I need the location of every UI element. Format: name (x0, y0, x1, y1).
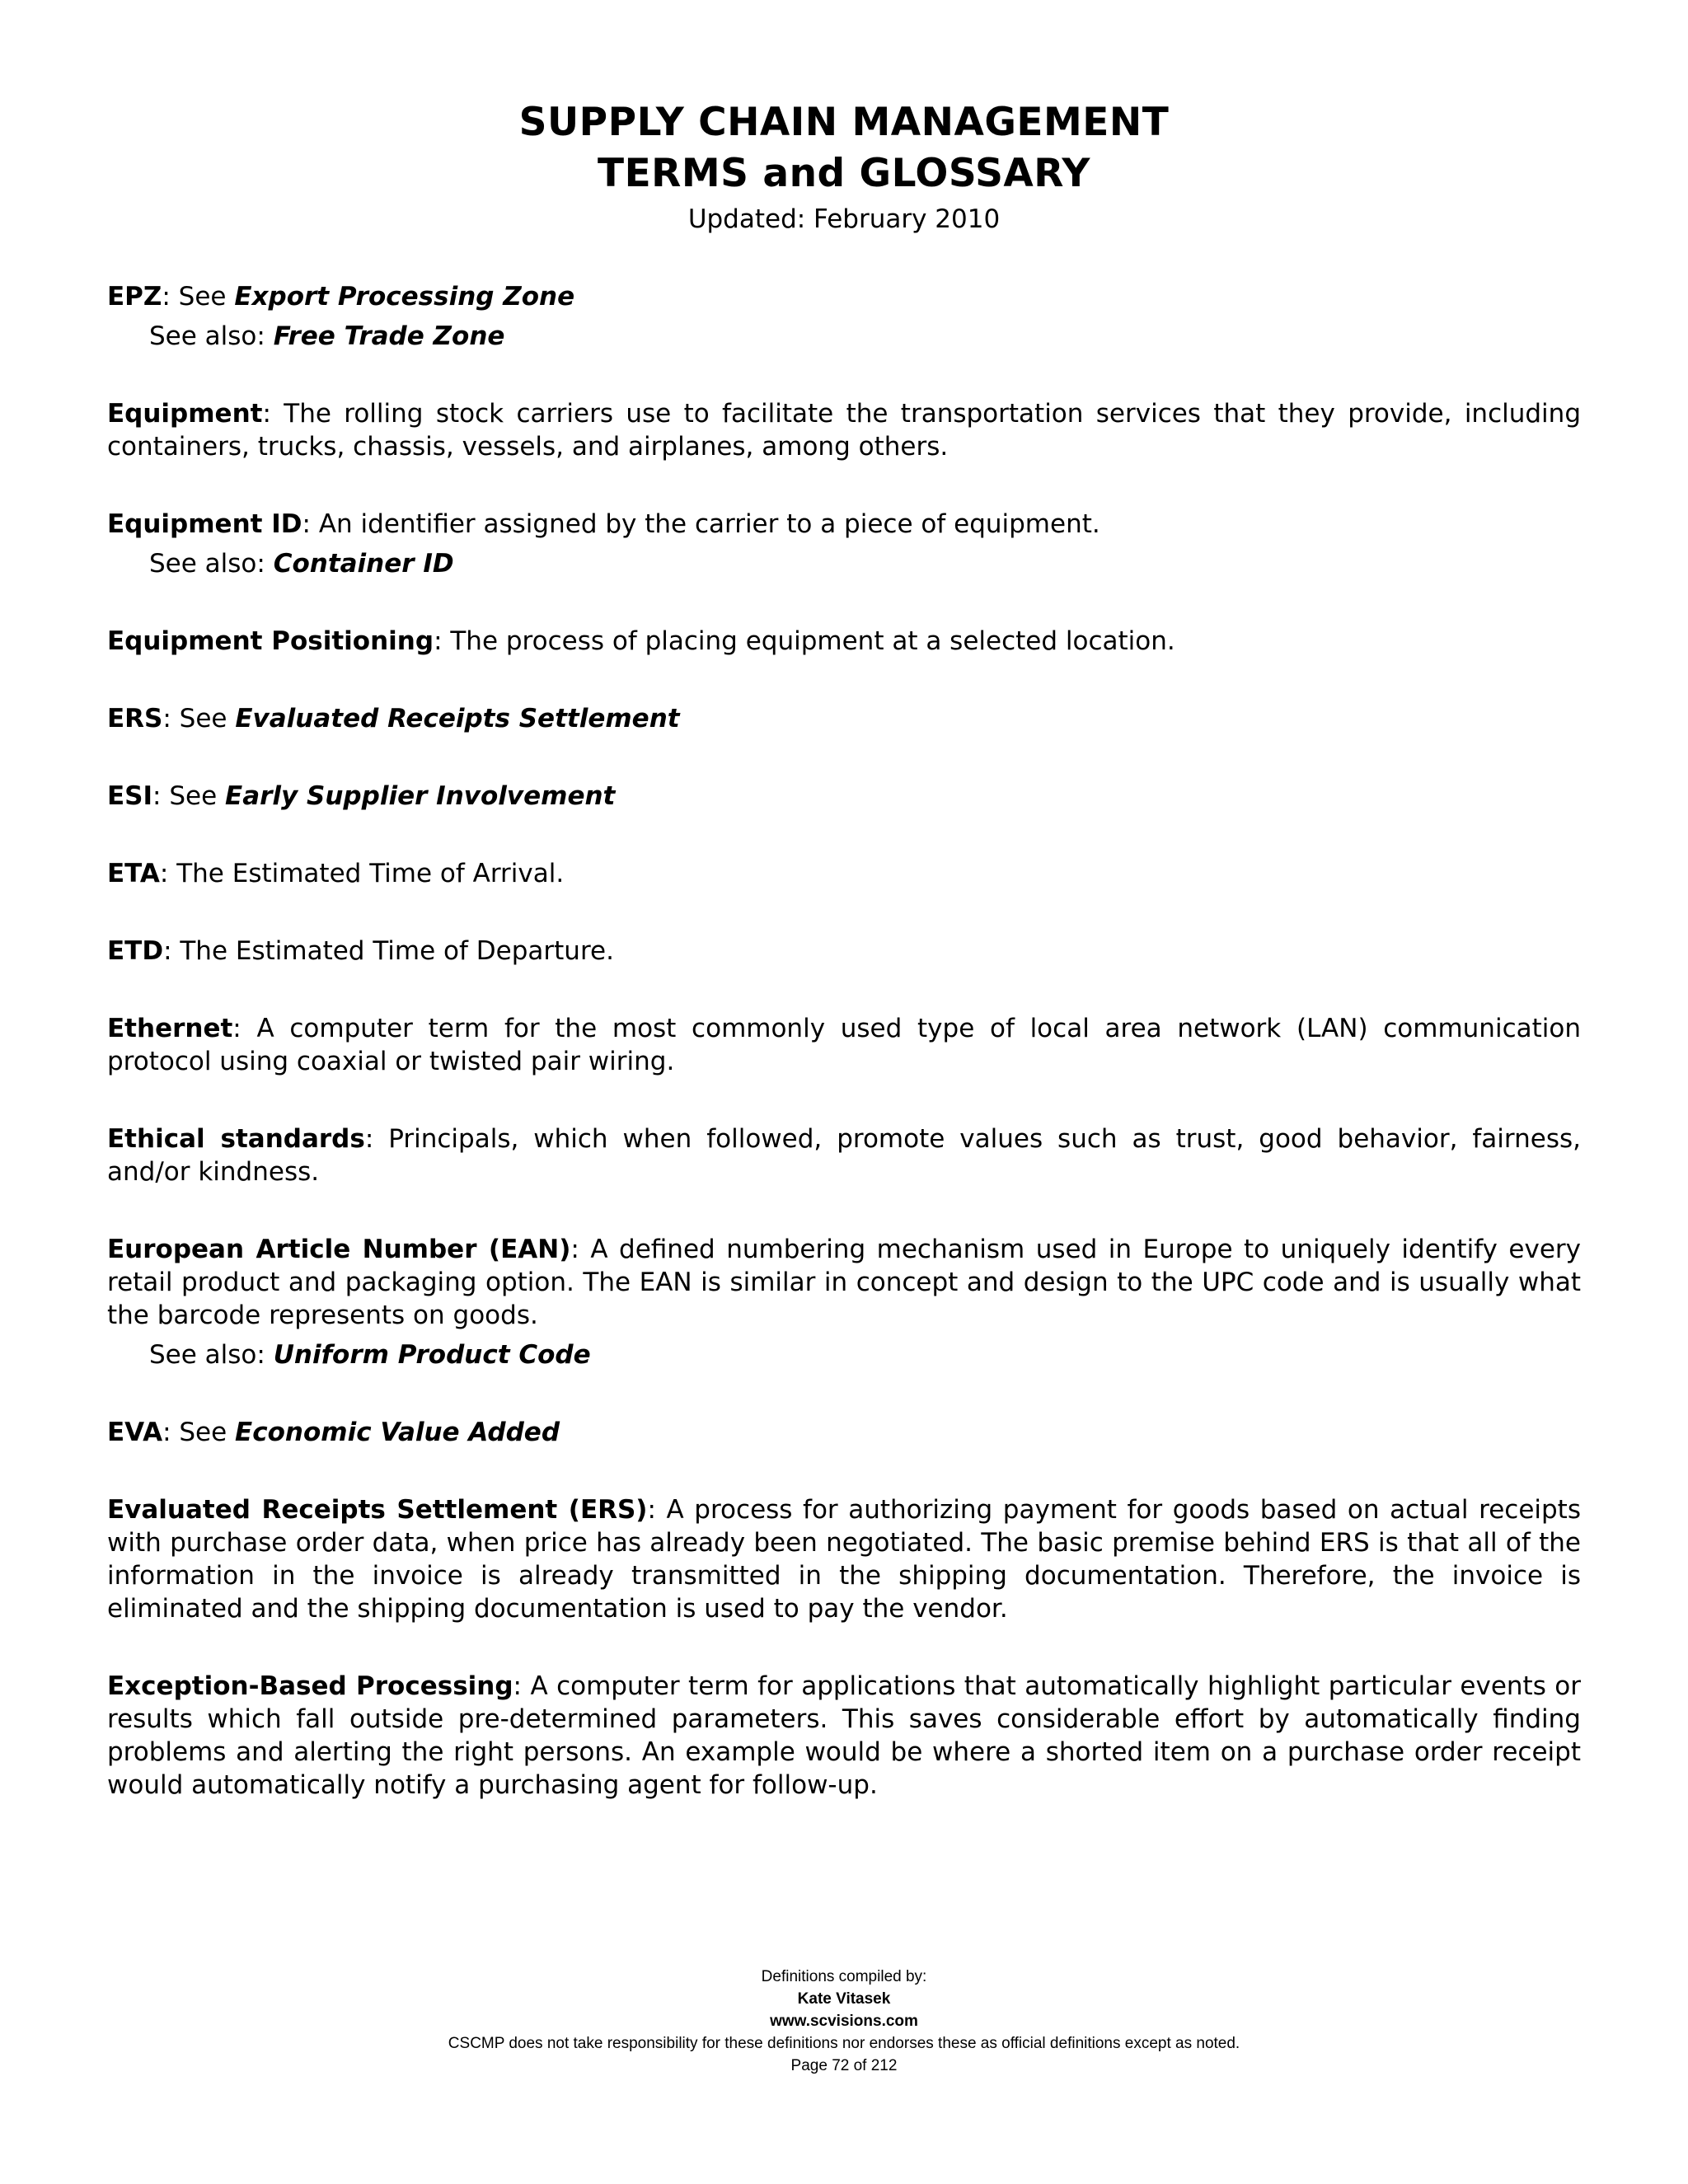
see-also-label: See also: (149, 321, 274, 351)
entry-separator: : See (162, 282, 235, 312)
see-also-line (149, 1338, 1581, 1371)
entry-reference: Early Supplier Involvement (225, 781, 616, 811)
entry-definition: : The rolling stock carriers use to facilitate the transportation services that they provide, including containers, trucks, chassis, vessels, and airplanes, among others. (107, 399, 1581, 462)
entry-definition: : The process of placing equipment at a selected location. (434, 626, 1175, 656)
entry-definition: : A computer term for the most commonly used type of local area network (LAN) communication protocol using coaxial or twisted pair wiring. (107, 1014, 1581, 1076)
document-header (107, 97, 1581, 237)
footer-page-number: Page 72 of 212 (790, 2057, 898, 2074)
glossary-entry-equipment-id (107, 508, 1581, 580)
entry-term: ETA (107, 859, 160, 888)
entry-term: European Article Number (EAN) (107, 1235, 571, 1264)
footer-author: Kate Vitasek (797, 1990, 891, 2008)
entry-term: ETD (107, 936, 164, 966)
glossary-entry-etd (107, 935, 1581, 968)
entry-definition: : The Estimated Time of Departure. (163, 936, 614, 966)
footer-disclaimer: CSCMP does not take responsibility for these definitions nor endorses these as official definitions except as noted. (448, 2035, 1240, 2052)
page-footer (107, 1966, 1581, 2077)
entry-definition: : The Estimated Time of Arrival. (159, 859, 565, 888)
footer-website: www.scvisions.com (770, 2013, 918, 2030)
entry-separator: : See (152, 781, 226, 811)
entry-separator: : See (162, 1418, 236, 1447)
glossary-entry-ean (107, 1233, 1581, 1371)
entry-term: Equipment Positioning (107, 626, 434, 656)
glossary-entry-epz (107, 280, 1581, 353)
entry-term: Evaluated Receipts Settlement (ERS) (107, 1495, 648, 1525)
glossary-entry-eta (107, 857, 1581, 890)
footer-compiled-by: Definitions compiled by: (761, 1968, 927, 1985)
page-title-line-1: SUPPLY CHAIN MANAGEMENT (518, 100, 1170, 145)
see-also-reference: Container ID (273, 549, 454, 579)
glossary-entry-eva (107, 1416, 1581, 1449)
entry-term: Ethernet (107, 1014, 233, 1043)
entry-term: Equipment ID (107, 509, 302, 539)
entry-definition: : Principals, which when followed, promote values such as trust, good behavior, fairness, and/or kindness. (107, 1124, 1581, 1187)
see-also-reference: Uniform Product Code (273, 1340, 591, 1370)
glossary-entry-ers (107, 702, 1581, 735)
entry-term: ERS (107, 704, 163, 733)
entry-definition: : A computer term for applications that automatically highlight particular events or results which fall outside pre-determined parameters. This saves considerable effort by automatically finding problems and alerting the right persons. An example would be where a shorted item on a purchase order receipt would automatically notify a purchasing agent for follow-up. (107, 1671, 1581, 1800)
entry-term: ESI (107, 781, 153, 811)
see-also-reference: Free Trade Zone (273, 321, 505, 351)
entry-reference: Evaluated Receipts Settlement (235, 704, 680, 733)
entry-term: Ethical standards (107, 1124, 365, 1154)
see-also-line (149, 547, 1581, 580)
entry-term: Equipment (107, 399, 263, 429)
entry-term: Exception-Based Processing (107, 1671, 513, 1701)
see-also-label: See also: (149, 549, 274, 579)
glossary-entry-equipment-positioning (107, 625, 1581, 658)
glossary-entries (107, 280, 1581, 1846)
entry-separator: : See (162, 704, 236, 733)
glossary-entry-exception-based-processing (107, 1670, 1581, 1802)
entry-definition: : An identifier assigned by the carrier to a piece of equipment. (302, 509, 1100, 539)
entry-reference: Economic Value Added (235, 1418, 560, 1447)
glossary-entry-ethernet (107, 1012, 1581, 1078)
glossary-entry-esi (107, 780, 1581, 813)
glossary-entry-ethical-standards (107, 1122, 1581, 1188)
entry-definition: : A process for authorizing payment for goods based on actual receipts with purchase order data, when price has already been negotiated. The basic premise behind ERS is that all of the information in the invoice is already transmitted in the shipping documentation. Therefore, the invoice is eliminated and the shipping documentation is used to pay the vendor. (107, 1495, 1581, 1624)
entry-term: EPZ (107, 282, 162, 312)
see-also-label: See also: (149, 1340, 274, 1370)
updated-date: Updated: February 2010 (687, 204, 1001, 234)
entry-definition: : A defined numbering mechanism used in Europe to uniquely identify every retail product and packaging option. The EAN is similar in concept and design to the UPC code and is usually what the barcode represents on goods. (107, 1235, 1581, 1330)
see-also-line (149, 320, 1581, 353)
page-title-line-2: TERMS and GLOSSARY (598, 151, 1090, 196)
entry-reference: Export Processing Zone (234, 282, 575, 312)
glossary-entry-evaluated-receipts-settlement (107, 1493, 1581, 1625)
glossary-entry-equipment (107, 397, 1581, 463)
entry-term: EVA (107, 1418, 163, 1447)
document-page (107, 0, 1581, 2184)
